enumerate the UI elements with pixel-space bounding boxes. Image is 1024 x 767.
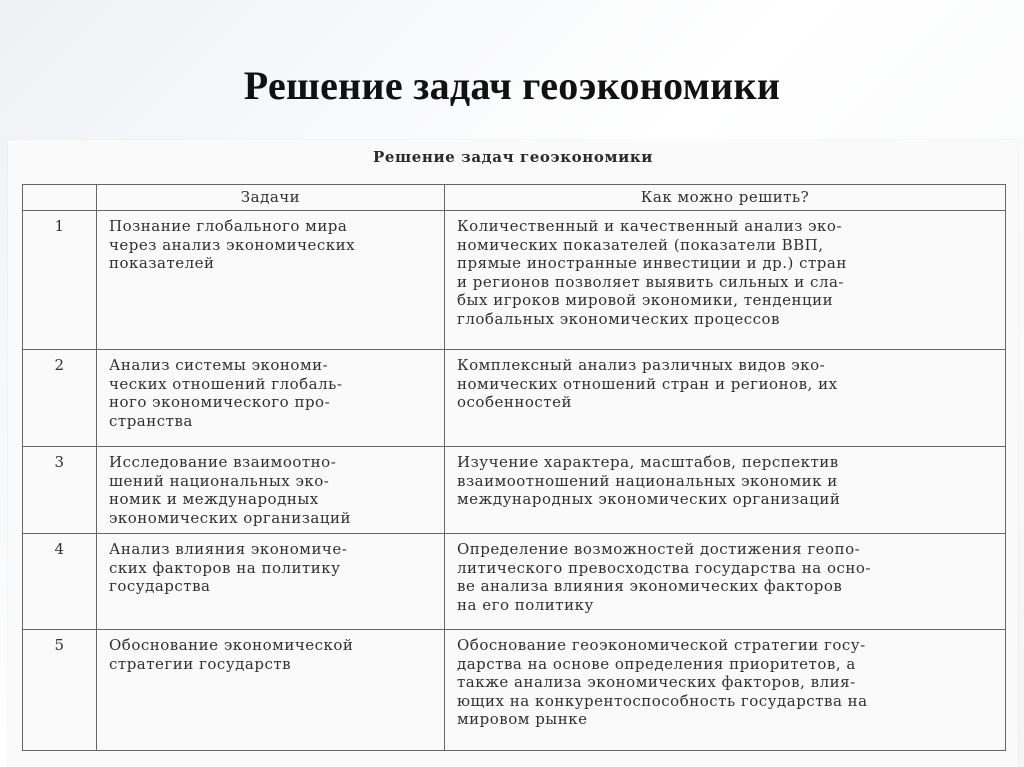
document-title: Решение задач геоэкономики — [373, 148, 653, 166]
solution-cell: Комплексный анализ различных видов эко- номических отношений стран и регионов, их особенностей — [445, 350, 1006, 447]
row-number: 3 — [23, 447, 97, 534]
row-number: 5 — [23, 630, 97, 751]
task-cell: Анализ влияния экономиче- ских факторов на политику государства — [97, 534, 445, 630]
header-tasks: Задачи — [97, 185, 445, 211]
task-cell: Познание глобального мира через анализ экономических показателей — [97, 211, 445, 350]
table-row — [23, 447, 1006, 534]
slide-title: Решение задач геоэкономики — [243, 63, 781, 108]
table-row — [23, 350, 1006, 447]
row-number: 2 — [23, 350, 97, 447]
table-header-row — [23, 185, 1006, 211]
table-row — [23, 534, 1006, 630]
solution-cell: Количественный и качественный анализ эко- номических показателей (показатели ВВП, прямые иностранные инвестиции и др.) стран и регионов позволяет выявить сильных и сла- бых игроков мировой экономики, тенденции глобальных экономических процессов — [445, 211, 1006, 350]
solution-cell: Обоснование геоэкономической стратегии госу- дарства на основе определения приоритетов, а также анализа экономических факторов, влия- ющих на конкурентоспособность государства на мировом рынке — [445, 630, 1006, 751]
scanned-document — [8, 140, 1018, 767]
solution-cell: Определение возможностей достижения геопо- литического превосходства государства на осно- ве анализа влияния экономических факторов на его политику — [445, 534, 1006, 630]
task-cell: Анализ системы экономи- ческих отношений глобаль- ного экономического про- странства — [97, 350, 445, 447]
task-cell: Исследование взаимоотно- шений национальных эко- номик и международных экономических организаций — [97, 447, 445, 534]
table-row — [23, 211, 1006, 350]
task-cell: Обоснование экономической стратегии государств — [97, 630, 445, 751]
row-number: 4 — [23, 534, 97, 630]
solution-cell: Изучение характера, масштабов, перспектив взаимоотношений национальных экономик и международных экономических организаций — [445, 447, 1006, 534]
header-number — [23, 185, 97, 211]
table-row — [23, 630, 1006, 751]
tasks-table — [22, 184, 1006, 751]
row-number: 1 — [23, 211, 97, 350]
header-solution: Как можно решить? — [445, 185, 1006, 211]
